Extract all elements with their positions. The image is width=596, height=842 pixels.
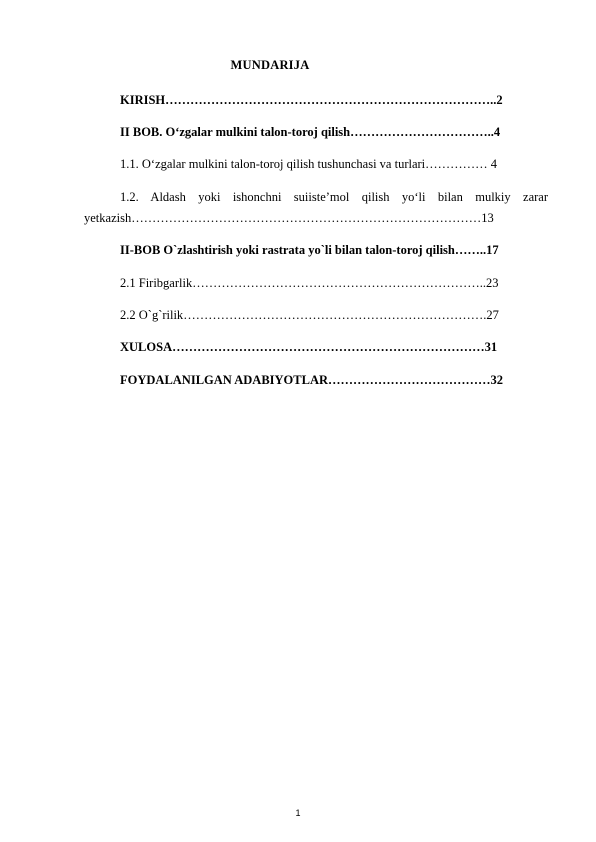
toc-entry-bob2[interactable] xyxy=(120,242,548,258)
toc-leader: ………………………………………………………………… xyxy=(172,340,485,354)
toc-entry-label: yetkazish xyxy=(84,211,132,225)
toc-entry-label: 2.1 Firibgarlik xyxy=(120,276,193,290)
toc-page-number: 4 xyxy=(490,157,498,171)
page-number: 1 xyxy=(295,808,301,818)
toc-leader: …….. xyxy=(454,243,487,257)
toc-page-number: 23 xyxy=(485,276,499,290)
toc-entry-section-1-2-line1[interactable]: 1.2. Aldash yoki ishonchni suiiste’mol qilish yo‘li bilan mulkiy zarar xyxy=(120,190,548,204)
toc-entry-label: FOYDALANILGAN ADABIYOTLAR xyxy=(120,373,329,387)
toc-entry-label: 1.1. O‘zgalar mulkini talon-toroj qilish tushunchasi va turlari xyxy=(120,157,426,171)
toc-entry-label: II-BOB O`zlashtirish yoki rastrata yo`li bilan talon-toroj qilish xyxy=(120,243,455,257)
toc-page-number: 27 xyxy=(486,308,499,322)
toc-page-number: 17 xyxy=(486,243,499,257)
toc-entry-section-2-2[interactable] xyxy=(120,307,548,323)
toc-page-number: 4 xyxy=(493,125,501,139)
toc-page-number: 13 xyxy=(481,211,494,225)
toc-leader: …………………………………………………………….. xyxy=(192,276,486,290)
page-title: MUNDARIJA xyxy=(230,58,310,72)
toc-page-number: 2 xyxy=(496,93,503,107)
toc-entry-label: KIRISH xyxy=(120,93,166,107)
toc-entry-label: 2.2 O`g`rilik xyxy=(120,308,184,322)
toc-entry-section-1-1[interactable] xyxy=(120,156,545,172)
toc-leader: ………………………………………………………………. xyxy=(183,308,487,322)
toc-leader: …………… xyxy=(425,157,491,171)
toc-leader: …………………………….. xyxy=(350,125,494,139)
toc-entry-xulosa[interactable] xyxy=(120,339,548,355)
toc-entry-bob1[interactable] xyxy=(120,124,548,140)
toc-entry-label: II BOB. O‘zgalar mulkini talon-toroj qilish xyxy=(120,125,351,139)
toc-entry-section-1-2-line2[interactable] xyxy=(84,210,546,226)
toc-leader: ………………………………………………………………………… xyxy=(131,211,482,225)
toc-entry-adabiyotlar[interactable] xyxy=(120,372,548,388)
toc-page-number: 31 xyxy=(484,340,498,354)
toc-entry-section-2-1[interactable] xyxy=(120,275,548,291)
toc-page-number: 32 xyxy=(490,373,504,387)
toc-leader: ………………………………… xyxy=(328,373,491,387)
toc-entry-kirish[interactable] xyxy=(120,92,548,108)
toc-leader: …………………………………………………………………….. xyxy=(165,93,497,107)
toc-entry-label: XULOSA xyxy=(120,340,173,354)
